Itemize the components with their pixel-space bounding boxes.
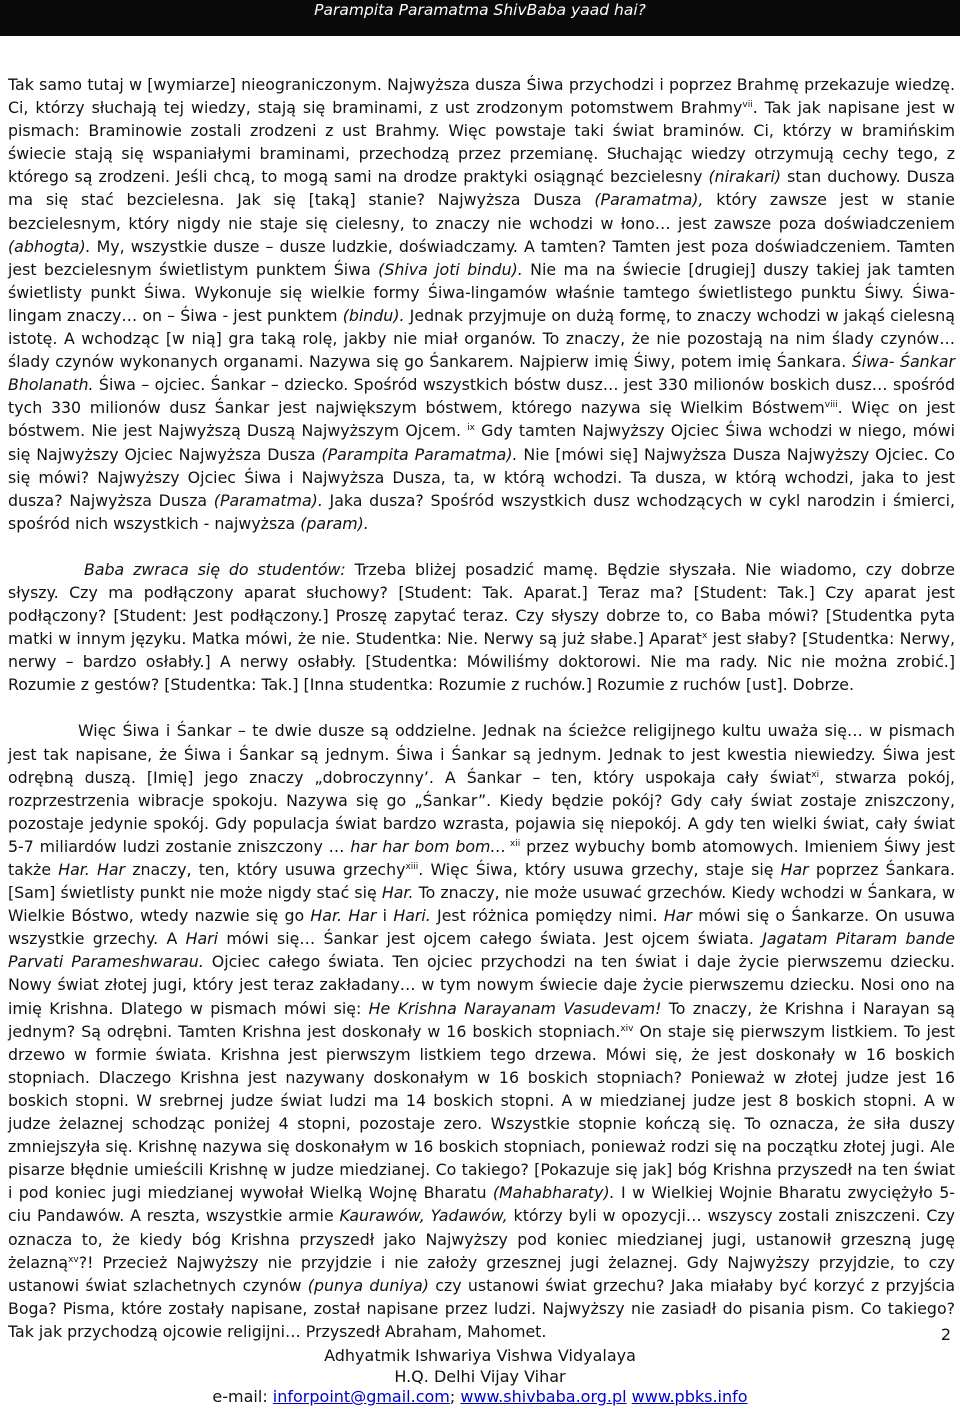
text-run: poprzez Śankara. [Sam] świetlisty punkt nie może nigdy stać się — [8, 860, 956, 903]
text-run: przez wybuchy bomb atomowych. Imieniem Śiwy jest także — [8, 836, 955, 879]
italic-term: (bindu). — [342, 305, 405, 325]
italic-term: Har. Har — [310, 906, 377, 926]
separator: ; — [449, 1387, 461, 1406]
paragraph-3 — [8, 719, 955, 1343]
footer-contact — [0, 1387, 960, 1408]
italic-term: (Paramatma), — [594, 190, 704, 210]
page-header — [0, 0, 960, 36]
italic-term: (Mahabharaty). — [492, 1183, 615, 1203]
text-run: Śiwa – ojciec. Śankar – dziecko. Spośród wszystkich bóstw dusz… jest 330 milionów boskich dusz… spośród tych 330 milionów dusz Śankar jest największym bóstwem, którego nazywa się Wielkim Bóstwem — [8, 375, 955, 418]
italic-term: Har. — [381, 883, 414, 903]
page-footer — [0, 1346, 960, 1408]
text-run: Jaka dusza? Spośród wszystkich dusz wchodzących w cykl narodzin i śmierci, spośród nich wszystkich - najwyższa — [8, 490, 956, 533]
text-run: Jednak przyjmuje on dużą formę, to znaczy wchodzi w jakąś cielesną istotę. A wchodząc [w nią] gra taką rolę, jakby nie miał organów. To znaczy, że nie pozostają na nim ślady czynów… ślady czynów wykonanych organami. Nazywa się go Śankarem. Najpierw imię Śiwy, potem imię Śankara. — [8, 305, 955, 372]
text-run: . Tak jak napisane jest w pismach: Braminowie zostali zrodzeni z ust Brahmy. Więc powstaje taki świat braminów. Ci, którzy w bramińskim świecie stają się wspaniałymi braminami, przechodzą przez przemianę. Słuchając wiedzy otrzymują cechy tego, z którego są zrodzeni. Jeśli chcą, to mogą sami na drodze praktyki osiągnąć bezcielesny — [8, 98, 955, 187]
italic-term: (Shiva joti bindu). — [378, 259, 523, 279]
text-run: i — [376, 906, 394, 926]
text-run: mówi się… Śankar jest ojcem całego świata. Jest ojcem świata. — [218, 929, 763, 949]
text-run: czy ustanowi świat grzechu? Jaka miałaby być korzyć z przyjścia Boga? Pisma, które zostały napisane, został napisane przez ludzi. Najwyższy nie zasiadł do pisania pism. Co takiego? Tak jak przychodzą ojcowie religijni… Przyszedł Abraham, Mahomet. — [8, 1275, 956, 1341]
text-run: Nie ma na świecie [drugiej] duszy takiej jak tamten świetlisty punkt Śiwa. Wykonuje się wielkie formy Śiwa-lingamów właśnie tamtego świetlistego punktu Śiwy. Śiwa-lingam znaczy… on – Śiwa - jest punktem — [8, 259, 955, 325]
italic-term: Hari — [185, 929, 219, 949]
italic-term: (abhogta). — [8, 236, 91, 256]
italic-term: He Krishna Narayanam Vasudevam! — [368, 998, 662, 1018]
italic-term: Śiwa- Śankar Bholanath. — [8, 352, 955, 395]
italic-term: (param). — [300, 513, 369, 533]
footnote-ref[interactable]: x — [702, 631, 708, 642]
website-link-pbks[interactable]: www.pbks.info — [631, 1387, 748, 1406]
email-label: e-mail: — [212, 1387, 273, 1406]
page-number: 2 — [940, 1325, 951, 1344]
footnote-ref[interactable]: xiv — [620, 1023, 634, 1034]
footnote-ref[interactable]: ix — [467, 423, 475, 434]
text-run: To znaczy, że Krishna i Narayan są jednym? Są odrębni. Tamten Krishna jest doskonały w 16 boskich stopniach. — [8, 998, 955, 1041]
italic-term: Baba zwraca się do studentów: — [84, 559, 346, 579]
footnote-ref[interactable]: xiii — [405, 862, 419, 872]
text-run: którzy byli w opozycji… wszyscy zostali zniszczeni. Czy oznacza to, że kiedy bóg Krishna przyszedł jako Najwyższy pod koniec miedzianej jugi, ustanowił grzeszną jugę żelazną — [8, 1206, 955, 1272]
italic-term: Kaurawów, Yadawów, — [339, 1206, 508, 1226]
italic-term: Har — [780, 860, 809, 879]
italic-term: Hari. — [393, 906, 431, 926]
email-link[interactable]: inforpoint@gmail.com — [272, 1387, 450, 1406]
footer-address: H.Q. Delhi Vijay Vihar — [394, 1366, 566, 1386]
text-run: . Więc on jest bóstwem. Nie jest Najwyższą Duszą Najwyższym Ojcem. — [8, 398, 956, 441]
text-run: My, wszystkie dusze – dusze ludzkie, doświadczamy. A tamten? Tamten jest poza doświadczeniem. Tamten jest bezcielesnym świetlistym punktem Śiwa — [8, 236, 955, 279]
italic-term: Jagatam Pitaram bande Parvati Parameshwarau. — [8, 929, 956, 972]
text-run: . Więc Śiwa, który usuwa grzechy, staje się — [418, 860, 781, 879]
italic-term: har har bom bom… — [350, 836, 507, 856]
text-run: To znaczy, nie może usuwać grzechów. Kiedy wchodzi w Śankara, w Wielkie Bóstwo, wtedy nazwie się go — [8, 883, 955, 926]
website-link-shivbaba[interactable]: www.shivbaba.org.pl — [460, 1387, 627, 1406]
text-run: ?! Przecież Najwyższy nie przyjdzie i nie założy grzesznej jugi żelaznej. Gdy Najwyższy przyjdzie, to czy ustanowi świat szlachetnych czynów — [8, 1252, 955, 1295]
text-run: znaczy, ten, który usuwa grzechy — [125, 860, 406, 879]
text-run: Ojciec całego świata. Ten ojciec przychodzi na ten świat i daje życie pierwszemu dziecku. Nowy świat złotej jugi, który jest teraz zakładany… w tym nowym świecie daje życie pierwszemu dziecku. Nosi ono na imię Krishna. Dlatego w pismach mówi się: — [8, 952, 955, 1018]
footnote-ref[interactable]: viii — [824, 400, 838, 411]
italic-term: (Paramatma). — [213, 490, 323, 510]
text-run: który zawsze jest w stanie bezcielesnym, który nigdy nie staje się cielesny, to znaczy nie wchodzi w łono… jest zawsze poza doświadczeniem — [8, 190, 955, 233]
text-run: Więc Śiwa i Śankar – te dwie dusze są oddzielne. Jednak na ścieżce religijnego kultu uważa się… w pismach jest tak napisane, że Śiwa i Śankar są jednym. Śiwa i Śankar są jednym. Jednak to jest kwestia niewiedzy. Śiwa jest odrębną duszą. [Imię] jego znaczy „dobroczynny’. A Śankar – ten, który uspokaja cały świat — [8, 721, 955, 787]
text-run: mówi się o Śankarze. On usuwa wszystkie grzechy. A — [8, 906, 955, 949]
footnote-ref[interactable]: xi — [811, 769, 820, 780]
italic-term: (nirakari) — [708, 167, 782, 187]
italic-term: Har — [663, 906, 692, 926]
document-body — [8, 73, 955, 1343]
text-run: Gdy tamten Najwyższy Ojciec Śiwa wchodzi w niego, mówi się Najwyższy Ojciec Najwyższa Dusza — [8, 421, 956, 464]
footer-org: Adhyatmik Ishwariya Vishwa Vidyalaya — [324, 1346, 636, 1365]
text-run: Nie [mówi się] Najwyższa Dusza Najwyższy Ojciec. Co się mówi? Najwyższy Ojciec Śiwa i Najwyższa Dusza, ta, w którą wchodzi. Ta dusza, w którą wchodzi, jaka to jest dusza? Najwyższa Dusza — [8, 444, 956, 510]
text-run: stan duchowy. Dusza ma się stać bezcielesna. Jak się [taką] stanie? Najwyższa Dusza — [8, 167, 955, 210]
paragraph-2 — [8, 558, 955, 697]
footnote-ref[interactable]: xii — [506, 838, 521, 849]
italic-term: Har. Har — [58, 860, 126, 879]
paragraph-1 — [8, 73, 955, 535]
text-run: jest słaby? [Studentka: Nerwy, nerwy – bardzo osłabły.] A nerwy osłabły. [Studentka: Mówiliśmy doktorowi. Nie ma rady. Nic nie można zrobić.] Rozumie z gestów? [Studentka: Tak.] [Inna studentka: Rozumie z ruchów.] Rozumie z ruchów [ust]. Dobrze. — [8, 629, 955, 695]
text-run: I w Wielkiej Wojnie Bharatu zwyciężyło 5-ciu Pandawów. A reszta, wszystkie armie — [8, 1183, 955, 1226]
italic-term: (Parampita Paramatma). — [321, 444, 518, 464]
text-run: Jest różnica pomiędzy nimi. — [430, 906, 664, 926]
footnote-ref[interactable]: xv — [68, 1254, 79, 1265]
italic-term: (punya duniya) — [307, 1275, 429, 1295]
text-run: , stwarza pokój, rozprzestrzenia wibracje spokoju. Nazywa się go „Śankar”. Kiedy będzie pokój? Gdy cały świat zostaje zniszczony, pozostaje jedynie spokój. Gdy populacja świat bardzo wzrasta, pojawia się niepokój. A gdy ten wielki świat, cały świat 5-7 miliardów ludzi zostanie zniszczony … — [8, 767, 955, 856]
header-title: Parampita Paramatma ShivBaba yaad hai? — [314, 1, 646, 19]
text-run: Trzeba bliżej posadzić mamę. Będzie słyszała. Nie wiadomo, czy dobrze słyszy. Czy ma podłączony aparat słuchowy? [Student: Tak. Aparat.] Teraz ma? [Student: Tak.] Czy aparat jest podłączony? [Student: Jest podłączony.] Proszę zapytać teraz. Czy słyszy dobrze to, co Baba mówi? [Studentka pyta matki w innym języku. Matka mówi, że nie. Studentka: Nie. Nerwy są już słabe.] Aparat — [8, 559, 956, 649]
text-run: Tak samo tutaj w [wymiarze] nieograniczonym. Najwyższa dusza Śiwa przychodzi i poprzez Brahmę przekazuje wiedzę. Ci, którzy słuchają tej wiedzy, stają się braminami, z ust zrodzonym potomstwem Brahmy — [8, 75, 955, 118]
text-run: On staje się pierwszym listkiem. To jest drzewo w formie świata. Krishna jest pierwszym listkiem tego drzewa. Mówi się, że jest doskonały w 16 boskich stopniach. Dlaczego Krishna jest nazywany doskonałym w 16 boskich stopniach? Ponieważ w złotej judze jest 16 boskich stopni. W srebrnej judze świat ludzi ma 14 boskich stopni. A w miedzianej judze jest 8 boskich stopni. A w judze żelaznej schodząc poniżej 4 stopni, pozostaje zero. Wszystkie stopnie kończą się. To oznacza, że siła duszy zmniejszyła się. Krishnę nazywa się doskonałym w 16 boskich stopniach, ponieważ rodzi się na początku złotej jugi. Ale pisarze błędnie umieścili Krishnę w judze miedzianej. Co takiego? [Pokazuje się jak] bóg Krishna przyszedł na ten świat i pod koniec jugi miedzianej wywołał Wielką Wojnę Bharatu — [8, 1021, 955, 1203]
footnote-ref[interactable]: vii — [742, 100, 753, 111]
